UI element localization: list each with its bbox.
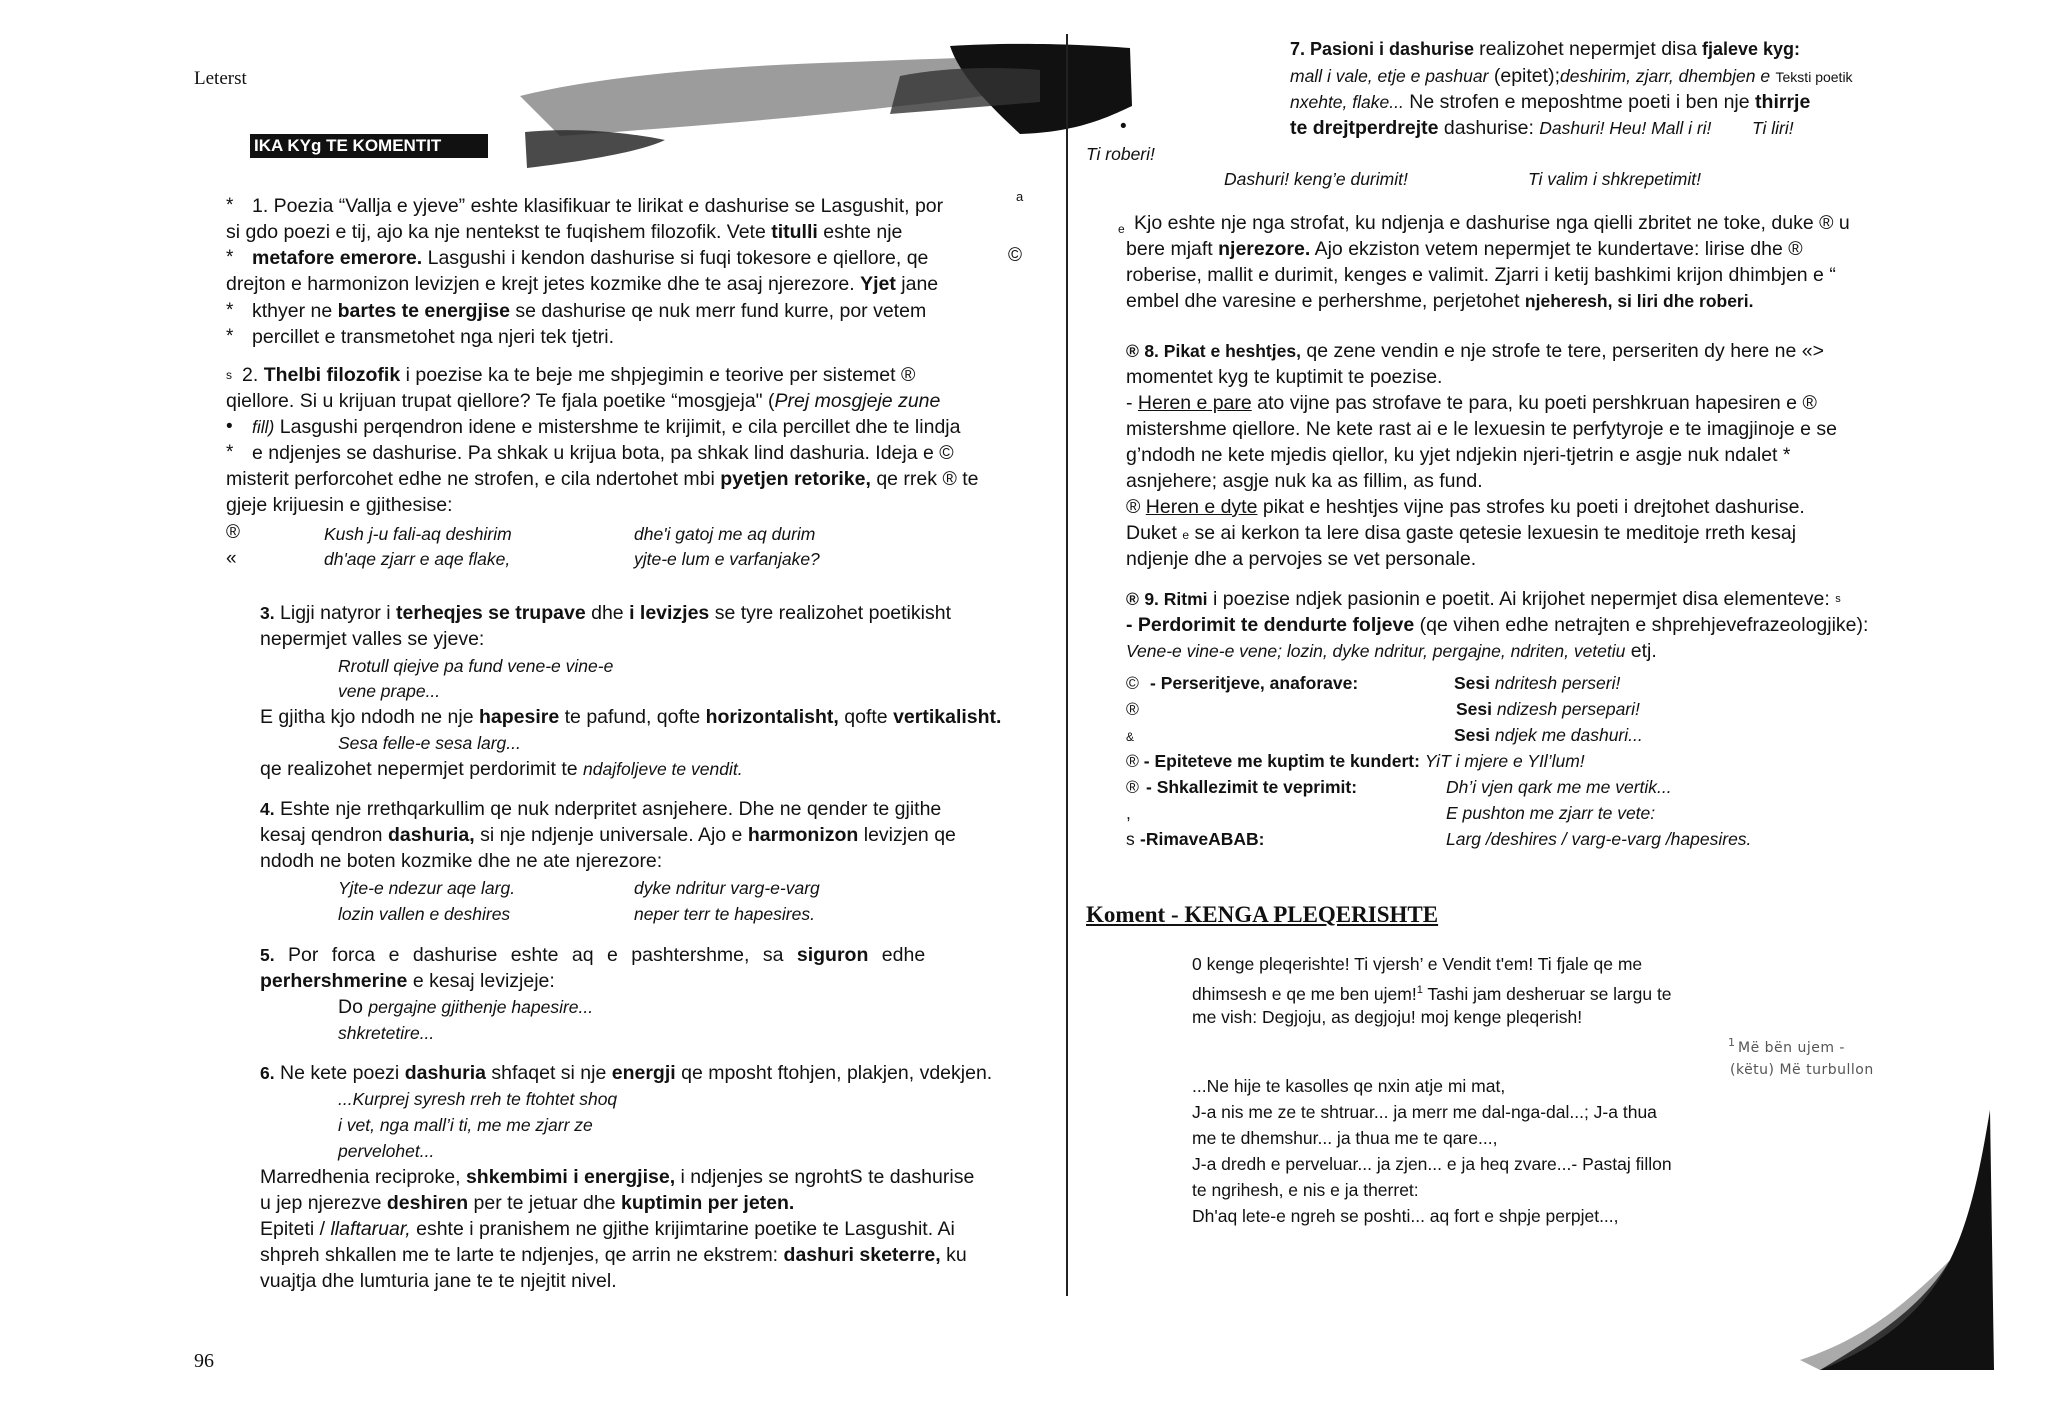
p7-text: dashurise: (1443, 117, 1534, 139)
p8-line9: ndjenje dhe a pervojes se vet personale. (1126, 548, 1477, 570)
margin-mark: e (1118, 222, 1125, 236)
p6-line3 (260, 1190, 794, 1216)
p7-italic: deshirim, zjarr, dhembjen e (1559, 66, 1771, 86)
p3-num: 3. (260, 603, 275, 623)
p1-line6: percillet e transmetohet nga njeri tek tjetri. (252, 326, 615, 348)
p6-line4 (260, 1216, 955, 1242)
device-example (1456, 697, 1640, 721)
verse-line: i vet, nga mall’i ti, me me zjarr ze (338, 1115, 593, 1135)
margin-mark: ® (942, 468, 957, 490)
device-text: ndritesh perseri! (1494, 673, 1621, 693)
footnote-mark: 1 (1728, 1036, 1736, 1049)
p8-text: g’ndodh ne kete mjedis qiellor, ku yjet ndjekin njeri-tjetrin e asgje nuk ndalet (1126, 444, 1778, 466)
p4-text: kesaj qendron (260, 824, 383, 846)
p9-bold: - Perdorimit te dendurte foljeve (1126, 614, 1415, 636)
p6-text: ku (946, 1244, 967, 1266)
koment-text: Tashi jam desheruar se largu te (1427, 983, 1672, 1004)
p6-line5 (260, 1242, 967, 1268)
footnote-ref: 1 (1416, 984, 1423, 996)
verse-line: pervelohet... (338, 1141, 435, 1161)
p2-bold-pyetjen: pyetjen retorike, (720, 468, 871, 490)
koment-text: dhimsesh e qe me ben ujem! (1192, 983, 1417, 1004)
koment-line: me te dhemshur... ja thua me te qare..., (1192, 1128, 1498, 1148)
p1-bold-yjet: Yjet (860, 273, 896, 295)
margin-mark: • (226, 416, 233, 437)
p7-bold: 7. Pasioni i dashurise (1290, 39, 1475, 59)
verse-line (338, 994, 593, 1020)
p1-text: se dashurise qe nuk merr fund kurre, por vetem (515, 300, 927, 322)
p6-text: Marredhenia reciproke, (260, 1166, 461, 1188)
p9-italic: Vene-e vine-e vene; lozin, dyke ndritur, pergajne, ndriten, vetetiu (1126, 641, 1626, 661)
p8-underline: Heren e pare (1137, 392, 1252, 414)
device-mark: , (1126, 803, 1131, 823)
p7-bold: te drejtperdrejte (1290, 117, 1439, 139)
verse-line: dh'aqe zjarr e aqe flake, (324, 549, 511, 569)
p5-line2 (260, 968, 555, 994)
p3-text: dhe (591, 602, 624, 624)
p1-bold-bartes: bartes te energjise (337, 300, 510, 322)
koment-line: J-a dredh e perveluar... ja zjen... e ja heq zvare...- Pastaj fillon (1192, 1154, 1672, 1174)
p8-bold: 8. Pikat e heshtjes, (1144, 341, 1301, 361)
p4-text: levizjen qe (863, 824, 956, 846)
verse-line: Kush j-u fali-aq deshirim (324, 524, 512, 544)
device-example: Larg /deshires / varg-e-varg /hapesires. (1446, 829, 1752, 849)
p2-text: Lasgushi perqendron idene e mistershme te krijimit, e cila percillet dhe te lindja (279, 416, 961, 438)
device-lead: Sesi (1454, 673, 1490, 693)
p8-line3 (1126, 390, 1817, 416)
koment-line: me vish: Degjoju, as degjoju! moj kenge pleqerish! (1192, 1007, 1583, 1027)
p3-text: E gjitha kjo ndodh ne nje (260, 706, 474, 728)
p2-text: qe rrek (876, 468, 938, 490)
verse-line: Yjte-e ndezur aqe larg. (338, 878, 516, 898)
margin-mark: © (939, 442, 954, 464)
p5-bold: perhershmerine (260, 970, 408, 992)
device-mark: & (1126, 730, 1135, 744)
p7b-text: roberise, mallit e durimit, kenges e valimit. Zjarri i ketij bashkimi krijon dhimbjen e (1126, 264, 1824, 286)
p2-line3 (252, 414, 960, 440)
p7-text: realizohet nepermjet disa (1479, 38, 1697, 60)
margin-mark: « (226, 548, 237, 569)
p6-bold: energji (611, 1062, 676, 1084)
margin-mark: ® (226, 522, 240, 543)
device-example (1454, 723, 1643, 747)
running-head: Leterst (194, 68, 247, 89)
p4-text: si nje ndjenje universale. Ajo e (480, 824, 743, 846)
p8-line1 (1126, 338, 1824, 364)
p8-line7 (1126, 494, 1805, 520)
p6-text: i ndjenjes se ngrohtS te dashurise (680, 1166, 975, 1188)
p5-text: edhe (881, 944, 926, 966)
p7-italic: mall i vale, etje e pashuar (1290, 66, 1489, 86)
p8-line2: momentet kyg te kuptimit te poezise. (1126, 366, 1443, 388)
p4-line2 (260, 822, 956, 848)
p1-text: Lasgushi i kendon dashurise si fuqi tokesore e qiellore, qe (427, 247, 929, 269)
p7-line1 (1290, 36, 1800, 62)
ink-splatter-bottom-right (1780, 1110, 2000, 1370)
verse-line: Rrotull qiejve pa fund vene-e vine-e (338, 656, 614, 676)
p7-line2 (1290, 63, 1853, 90)
section-header: IKA KYg TE KOMENTIT (250, 134, 488, 158)
p3-bold: hapesire (479, 706, 560, 728)
p1-line1: 1. Poezia “Vallja e yjeve” eshte klasifikuar te lirikat e dashurise se Lasgushit, por (252, 195, 944, 217)
p2-text: te (962, 468, 979, 490)
p8-line8 (1126, 520, 1796, 548)
margin-mark: ® (900, 364, 916, 386)
koment-title: Koment - KENGA PLEQERISHTE (1086, 902, 1439, 927)
p6-text: Ne kete poezi (280, 1062, 400, 1084)
verse-line: Sesa felle-e sesa larg... (338, 733, 521, 753)
device-mark: ® (1126, 777, 1139, 797)
p6-text: u jep njerezve (260, 1192, 382, 1214)
p7b-line3 (1126, 262, 1836, 288)
p8-line6: asnjehere; asgje nuk ka as fillim, as fund. (1126, 470, 1483, 492)
p3-bold: terheqjes se trupave (396, 602, 586, 624)
p7-text: Ne strofen e meposhtme poeti i ben nje (1409, 91, 1750, 113)
margin-mark: s (226, 368, 232, 382)
p2-line4 (252, 440, 954, 466)
p8-text: se ai kerkon ta lere disa gaste qetesie lexuesin te meditoje rreth kesaj (1194, 522, 1797, 544)
p9-text: etj. (1630, 640, 1657, 662)
p2-text: qiellore. Si u krijuan trupat qiellore? Te fjala poetike “mosgjeja" ( (226, 390, 775, 412)
device-text: ndizesh persepari! (1496, 699, 1640, 719)
p1-line2 (226, 219, 902, 245)
p7b-text: Ajo ekziston vetem nepermjet te kundertave: lirise dhe (1314, 238, 1783, 260)
margin-mark: * (1782, 444, 1791, 466)
p6-bold: shkembimi i energjise, (465, 1166, 676, 1188)
p5-num: 5. (260, 945, 275, 965)
p1-line5 (252, 298, 926, 324)
p6-text: eshte i pranishem ne gjithe krijimtarine poetike te Lasgushit. Ai (416, 1218, 955, 1240)
side-note: Teksti poetik (1775, 69, 1853, 85)
margin-mark: ® (1126, 496, 1141, 518)
p2-line5 (226, 466, 979, 492)
p7b-text: Kjo eshte nje nga strofat, ku ndjenja e dashurise nga qielli zbritet ne toke, duke (1134, 212, 1814, 234)
page-number: 96 (194, 1350, 214, 1372)
p8-underline: Heren e dyte (1145, 496, 1258, 518)
p6-bold: kuptimin per jeten. (620, 1192, 795, 1214)
p3-line4 (260, 756, 743, 782)
p7b-line2 (1126, 236, 1803, 262)
p6-text: shpreh shkallen me te larte te ndjenjes, qe arrin ne ekstrem: (260, 1244, 779, 1266)
p3-text: se tyre realizohet poetikisht (714, 602, 951, 624)
p1-bold-metafore: metafore emerore. (252, 247, 423, 269)
p7b-text: bere mjaft (1126, 238, 1213, 260)
p6-num: 6. (260, 1063, 275, 1083)
page-gutter-divider (1066, 34, 1068, 1296)
margin-mark: ® (1802, 392, 1817, 414)
p7b-line4 (1126, 288, 1753, 314)
device-lead: Sesi (1454, 725, 1490, 745)
margin-mark: e (1182, 528, 1190, 542)
verse-text: pergajne gjithenje hapesire... (368, 997, 594, 1017)
p1-text: drejton e harmonizon levizjen e krejt jetes kozmike dhe te asaj njerezore. (226, 273, 855, 295)
p8-text: pikat e heshtjes vijne pas strofes ku poeti i drejtohet dashurise. (1262, 496, 1805, 518)
p7-italic: nxehte, flake... (1290, 92, 1404, 112)
p1-line4 (226, 271, 938, 297)
p3-bold: vertikalisht. (893, 706, 1002, 728)
p4-bold: dashuria, (387, 824, 475, 846)
verse-line: vene prape... (338, 681, 441, 701)
p2-italic: fill) (252, 417, 275, 437)
margin-mark: ® (1126, 341, 1139, 361)
p6-line6: vuajtja dhe lumturia jane te te njejtit nivel. (260, 1270, 617, 1292)
p5-text: e kesaj levizjeje: (412, 970, 555, 992)
p8-line4: mistershme qiellore. Ne kete rast ai e le lexuesin te perfytyroje e te imagjinoje e se (1126, 418, 1837, 440)
p1-text: si gdo poezi e tij, ajo ka nje nentekst te fuqishem filozofik. Vete (226, 221, 766, 243)
p3-bold: i levizjes (629, 602, 710, 624)
margin-mark: ® (1819, 212, 1834, 234)
p6-text: qe mposht ftohjen, plakjen, vdekjen. (681, 1062, 993, 1084)
p8-text: «> (1801, 340, 1824, 362)
margin-mark: * (226, 195, 234, 216)
p9-bold: 9. Ritmi (1144, 589, 1208, 609)
margin-mark: ® (1788, 238, 1803, 260)
koment-line (1192, 978, 1672, 1006)
p2-line2 (226, 388, 940, 414)
koment-line: Dh'aq lete-e ngreh se poshti... aq fort e shpje perpjet..., (1192, 1206, 1619, 1226)
margin-mark: • (1120, 116, 1127, 137)
margin-mark: * (226, 300, 234, 321)
p9-text: (qe vihen edhe netrajten e shprehjevefrazeologjike): (1419, 614, 1869, 636)
margin-mark: a (1016, 189, 1024, 204)
koment-line: ...Ne hije te kasolles qe nxin atje mi mat, (1192, 1076, 1506, 1096)
p3-italic: ndajfoljeve te vendit. (583, 759, 743, 779)
p1-bold-titulli: titulli (771, 221, 818, 243)
p1-text: jane (901, 273, 939, 295)
device-mark: ® (1126, 751, 1139, 771)
p7b-bold: njeheresh, si liri dhe roberi. (1524, 291, 1754, 311)
p2-line1 (242, 362, 915, 388)
p9-line2 (1126, 612, 1868, 638)
p6-text: per te jetuar dhe (473, 1192, 616, 1214)
p7-line4 (1290, 115, 1711, 141)
device-row (1126, 749, 1585, 773)
p7b-text: embel dhe varesine e perhershme, perjetohet (1126, 290, 1520, 312)
margin-mark: * (226, 326, 234, 347)
margin-mark: * (226, 247, 234, 268)
p3-line1 (260, 600, 951, 626)
p5-line1 (260, 942, 925, 968)
p6-text: shfaqet si nje (491, 1062, 607, 1084)
p3-text: qofte (844, 706, 888, 728)
p2-line6: gjeje krijuesin e gjithesise: (226, 494, 453, 516)
footnote-line: (këtu) Më turbullon (1730, 1062, 1874, 1078)
p7b-text: u (1838, 212, 1850, 234)
p6-italic: llaftaruar, (330, 1218, 411, 1240)
p5-text: Por forca e dashurise eshte aq e pashtershme, sa (288, 944, 784, 966)
p6-bold: deshiren (386, 1192, 469, 1214)
device-text: ndjek me dashuri... (1494, 725, 1643, 745)
p3-line3 (260, 704, 1001, 730)
device-label: - Perseritjeve, anaforave: (1150, 673, 1359, 693)
device-label: -RimaveABAB: (1140, 829, 1265, 849)
p6-line2 (260, 1164, 974, 1190)
footnote-line: Më bën ujem - (1738, 1040, 1845, 1056)
p6-text: Epiteti / (260, 1218, 326, 1240)
p7-line3 (1290, 89, 1810, 115)
verse-line: dyke ndritur varg-e-varg (634, 878, 820, 898)
margin-mark: * (226, 442, 234, 463)
verse-line: lozin vallen e deshires (338, 904, 511, 924)
p3-text: qe realizohet nepermjet perdorimit te (260, 758, 578, 780)
p3-text: te pafund, qofte (564, 706, 701, 728)
p6-bold: dashuri sketerre, (783, 1244, 941, 1266)
verse-line: Ti roberi! (1086, 144, 1155, 164)
device-lead: Sesi (1456, 699, 1492, 719)
p2-bold-thelbi: Thelbi filozofik (263, 364, 401, 386)
p3-line2: nepermjet valles se yjeve: (260, 628, 485, 650)
p9-line1 (1126, 586, 1841, 612)
p7b-bold: njerezore. (1218, 238, 1311, 260)
p2-text: misterit perforcohet edhe ne strofen, e cila ndertohet mbi (226, 468, 715, 490)
p7-italic: Dashuri! Heu! Mall i ri! (1539, 118, 1712, 138)
p4-line3: ndodh ne boten kozmike dhe ne ate njerezore: (260, 850, 663, 872)
p6-line1 (260, 1060, 992, 1086)
p7-bold: thirrje (1755, 91, 1811, 113)
verse-text: Do (338, 996, 363, 1018)
verse-line: neper terr te hapesires. (634, 904, 815, 924)
margin-mark: “ (1829, 264, 1836, 286)
verse-line: yjte-e lum e varfanjake? (634, 549, 820, 569)
p8-text: qe zene vendin e nje strofe te tere, perseriten dy here ne (1306, 340, 1797, 362)
device-mark: ® (1126, 699, 1139, 719)
p4-num: 4. (260, 799, 275, 819)
p4-bold: harmonizon (747, 824, 859, 846)
verse-line: Ti liri! (1752, 118, 1794, 138)
p9-text: i poezise ndjek pasionin e poetit. Ai krijohet nepermjet disa elementeve: (1212, 588, 1830, 610)
p8-text: - (1126, 392, 1133, 414)
device-text: YiT i mjere e YIl’lum! (1424, 751, 1585, 771)
p8-line5 (1126, 442, 1791, 468)
p2-italic: Prej mosgjeje zune (774, 390, 941, 412)
p1-text: eshte nje (823, 221, 903, 243)
device-example (1454, 671, 1620, 695)
p2-text: e ndjenjes se dashurise. Pa shkak u krijua bota, pa shkak lind dashuria. Ideja e (252, 442, 934, 464)
device-example: E pushton me zjarr te vete: (1446, 803, 1656, 823)
p7-bold: fjaleve kyg: (1701, 39, 1801, 59)
koment-line: te ngrihesh, e nis e ja therret: (1192, 1180, 1419, 1200)
verse-line: Dashuri! keng’e durimit! (1224, 169, 1408, 189)
p7b-line1 (1134, 210, 1850, 236)
device-mark: © (1126, 673, 1139, 693)
verse-line: shkretetire... (338, 1023, 435, 1043)
koment-line: 0 kenge pleqerishte! Ti vjersh’ e Vendit t'em! Ti fjale qe me (1192, 954, 1643, 974)
p4-line1 (260, 796, 941, 822)
p3-text: Ligji natyror i (280, 602, 391, 624)
margin-mark: s (1835, 593, 1841, 605)
p1-line3 (252, 245, 928, 271)
margin-mark: ® (1126, 589, 1139, 609)
p6-bold: dashuria (404, 1062, 486, 1084)
p2-text: i poezise ka te beje me shpjegimin e teorive per sistemet (405, 364, 896, 386)
device-label: - Epiteteve me kuptim te kundert: (1143, 751, 1420, 771)
verse-line: Ti valim i shkrepetimit! (1528, 169, 1701, 189)
p7-text: (epitet); (1493, 65, 1560, 87)
p3-bold: horizontalisht, (705, 706, 839, 728)
verse-line: dhe'i gatoj me aq durim (634, 524, 816, 544)
brush-stroke-header (525, 126, 675, 170)
p5-bold: siguron (796, 944, 869, 966)
p4-text: Eshte nje rrethqarkullim qe nuk nderpritet asnjehere. Dhe ne qender te gjithe (280, 798, 942, 820)
p2-text: 2. (242, 364, 259, 386)
p8-text: Duket (1126, 522, 1177, 544)
device-mark: s (1126, 829, 1135, 849)
device-label: - Shkallezimit te veprimit: (1146, 777, 1358, 797)
p9-line3 (1126, 638, 1657, 664)
p1-text: kthyer ne (252, 300, 333, 322)
device-example: Dh’i vjen qark me me vertik... (1446, 777, 1672, 797)
p8-text: ato vijne pas strofave te para, ku poeti pershkruan hapesiren e (1257, 392, 1798, 414)
verse-line: ...Kurprej syresh rreh te ftohtet shoq (338, 1089, 618, 1109)
margin-mark: © (1008, 245, 1022, 266)
koment-line: J-a nis me ze te shtruar... ja merr me dal-nga-dal...; J-a thua (1192, 1102, 1657, 1122)
